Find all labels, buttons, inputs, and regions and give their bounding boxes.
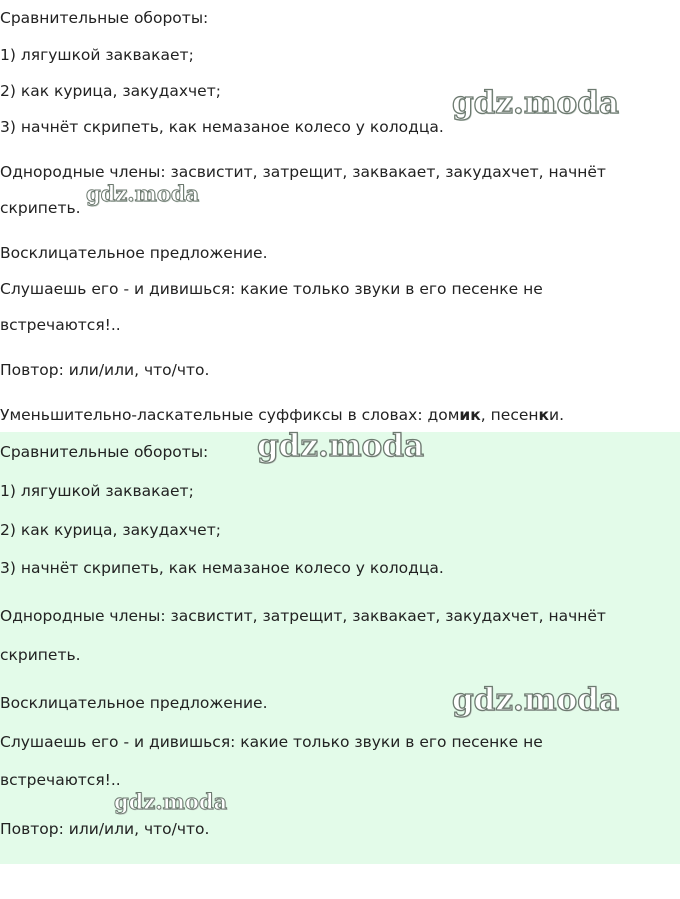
comparative-item-3: 3) начнёт скрипеть, как немазаное колесо у колодца.: [0, 118, 444, 136]
homogeneous-members-line-1-2: Однородные члены: засвистит, затрещит, заквакает, закудахчет, начнёт: [0, 607, 606, 625]
example-sentence-line-1-2: Слушаешь его - и дивишься: какие только звуки в его песенке не: [0, 733, 543, 751]
suffix-highlight-ik: ик: [459, 406, 481, 424]
exclamatory-sentence: Восклицательное предложение.: [0, 244, 268, 262]
suffixes-text-end: и.: [549, 406, 565, 424]
comparative-heading: Сравнительные обороты:: [0, 9, 209, 27]
watermark-logo: gdz.moda: [86, 181, 200, 206]
watermark-logo: gdz.moda: [257, 428, 424, 464]
comparative-item-2-2: 2) как курица, закудахчет;: [0, 521, 221, 539]
exclamatory-sentence-2: Восклицательное предложение.: [0, 694, 268, 712]
comparative-heading-2: Сравнительные обороты:: [0, 443, 209, 461]
suffixes-line: [0, 405, 564, 425]
homogeneous-members-line-1: Однородные члены: засвистит, затрещит, заквакает, закудахчет, начнёт: [0, 163, 606, 181]
example-sentence-line-1: Слушаешь его - и дивишься: какие только звуки в его песенке не: [0, 280, 543, 298]
comparative-item-2: 2) как курица, закудахчет;: [0, 82, 221, 100]
suffixes-text: Уменьшительно-ласкательные суффиксы в словах: дом: [0, 406, 460, 424]
repetition-line: Повтор: или/или, что/что.: [0, 361, 210, 379]
comparative-item-3-2: 3) начнёт скрипеть, как немазаное колесо у колодца.: [0, 559, 444, 577]
suffix-highlight-k: к: [538, 406, 550, 424]
homogeneous-members-line-2-2: скрипеть.: [0, 646, 81, 664]
watermark-logo: gdz.moda: [452, 682, 619, 718]
example-sentence-line-2: встречаются!..: [0, 316, 121, 334]
watermark-logo: gdz.moda: [452, 85, 619, 121]
example-sentence-line-2-2: встречаются!..: [0, 771, 121, 789]
repetition-line-2: Повтор: или/или, что/что.: [0, 820, 210, 838]
suffixes-text-middle: , песен: [480, 406, 539, 424]
comparative-item-1-2: 1) лягушкой заквакает;: [0, 482, 194, 500]
comparative-item-1: 1) лягушкой заквакает;: [0, 46, 194, 64]
homogeneous-members-line-2: скрипеть.: [0, 199, 81, 217]
watermark-logo: gdz.moda: [114, 789, 228, 814]
